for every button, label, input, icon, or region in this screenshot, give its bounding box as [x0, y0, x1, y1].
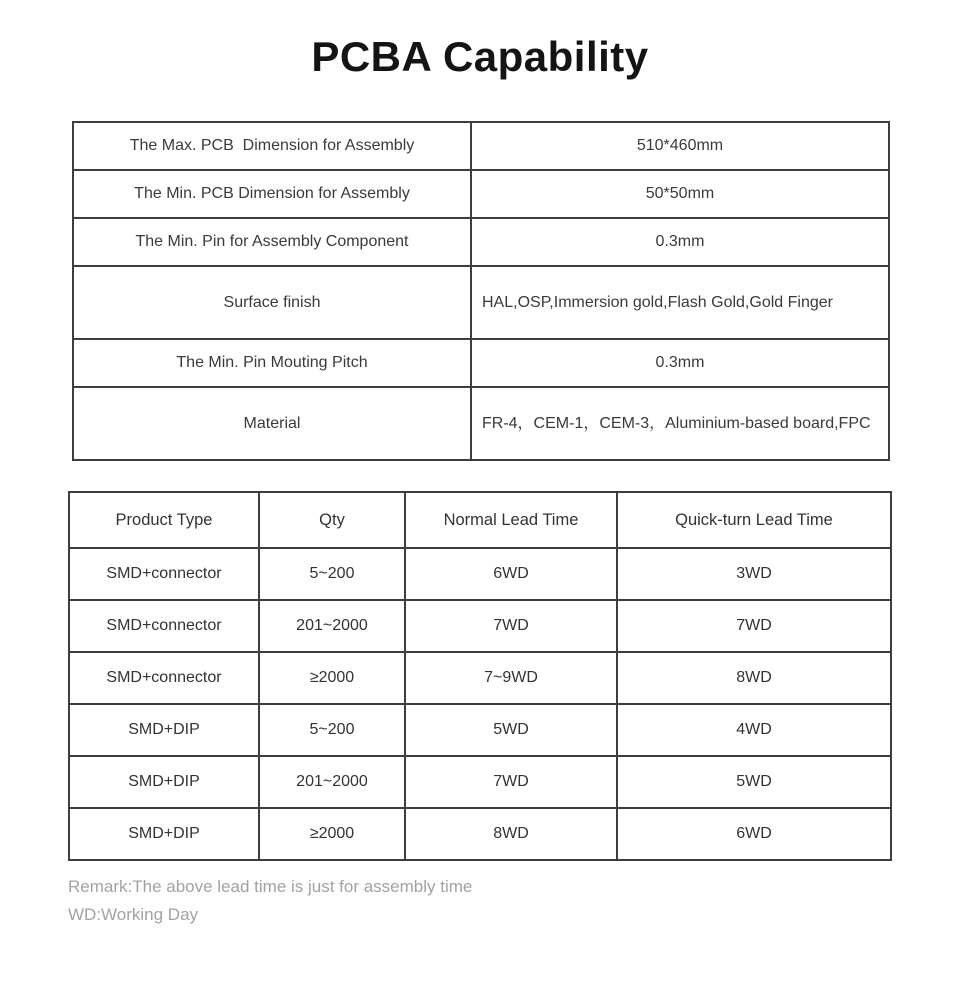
capability-row-value: 0.3mm: [471, 218, 889, 266]
table-row: [69, 756, 891, 808]
lead-time-cell: 6WD: [405, 548, 617, 600]
column-header-normal-lead-time: Normal Lead Time: [405, 492, 617, 548]
remarks: [68, 873, 960, 929]
table-row: [69, 548, 891, 600]
capability-row-label: The Min. Pin for Assembly Component: [73, 218, 471, 266]
table-row: [73, 266, 889, 339]
capability-row-value: 50*50mm: [471, 170, 889, 218]
capability-row-label: The Min. PCB Dimension for Assembly: [73, 170, 471, 218]
column-header-qty: Qty: [259, 492, 405, 548]
lead-time-cell: 7WD: [405, 756, 617, 808]
lead-time-cell: 6WD: [617, 808, 891, 860]
remark-line-wd-definition: WD:Working Day: [68, 905, 199, 924]
lead-time-cell: SMD+connector: [69, 600, 259, 652]
capability-row-value: 510*460mm: [471, 122, 889, 170]
lead-time-cell: 3WD: [617, 548, 891, 600]
column-header-quick-turn-lead-time: Quick-turn Lead Time: [617, 492, 891, 548]
lead-time-cell: ≥2000: [259, 808, 405, 860]
lead-time-cell: SMD+DIP: [69, 756, 259, 808]
lead-time-cell: 201~2000: [259, 600, 405, 652]
lead-time-table: [68, 491, 892, 861]
table-row: [73, 170, 889, 218]
lead-time-cell: SMD+connector: [69, 652, 259, 704]
capability-row-label: Material: [73, 387, 471, 460]
lead-time-cell: 7WD: [617, 600, 891, 652]
lead-time-cell: SMD+DIP: [69, 704, 259, 756]
page-title: PCBA Capability: [311, 33, 649, 80]
capability-row-value: 0.3mm: [471, 339, 889, 387]
table-row: [73, 339, 889, 387]
capability-row-value: FR-4，CEM-1，CEM-3，Aluminium-based board,FPC: [471, 387, 889, 460]
lead-time-cell: 5~200: [259, 704, 405, 756]
pcba-capability-table: [72, 121, 890, 461]
table-row: [69, 704, 891, 756]
lead-time-cell: SMD+connector: [69, 548, 259, 600]
lead-time-cell: ≥2000: [259, 652, 405, 704]
table-row: [69, 652, 891, 704]
capability-row-value: HAL,OSP,Immersion gold,Flash Gold,Gold Finger: [471, 266, 889, 339]
capability-row-label: The Min. Pin Mouting Pitch: [73, 339, 471, 387]
lead-time-cell: 8WD: [405, 808, 617, 860]
remark-line-assembly-time: Remark:The above lead time is just for assembly time: [68, 877, 473, 896]
capability-row-label: The Max. PCB Dimension for Assembly: [73, 122, 471, 170]
table-row: [73, 387, 889, 460]
column-header-product-type: Product Type: [69, 492, 259, 548]
lead-time-cell: 201~2000: [259, 756, 405, 808]
lead-time-cell: 7WD: [405, 600, 617, 652]
lead-time-cell: 5~200: [259, 548, 405, 600]
capability-row-label: Surface finish: [73, 266, 471, 339]
lead-time-cell: 5WD: [405, 704, 617, 756]
lead-time-cell: 4WD: [617, 704, 891, 756]
table-row: [73, 122, 889, 170]
lead-time-cell: 7~9WD: [405, 652, 617, 704]
lead-time-cell: 8WD: [617, 652, 891, 704]
lead-time-cell: 5WD: [617, 756, 891, 808]
table-row: [69, 600, 891, 652]
table-header-row: [69, 492, 891, 548]
table-row: [73, 218, 889, 266]
lead-time-cell: SMD+DIP: [69, 808, 259, 860]
table-row: [69, 808, 891, 860]
